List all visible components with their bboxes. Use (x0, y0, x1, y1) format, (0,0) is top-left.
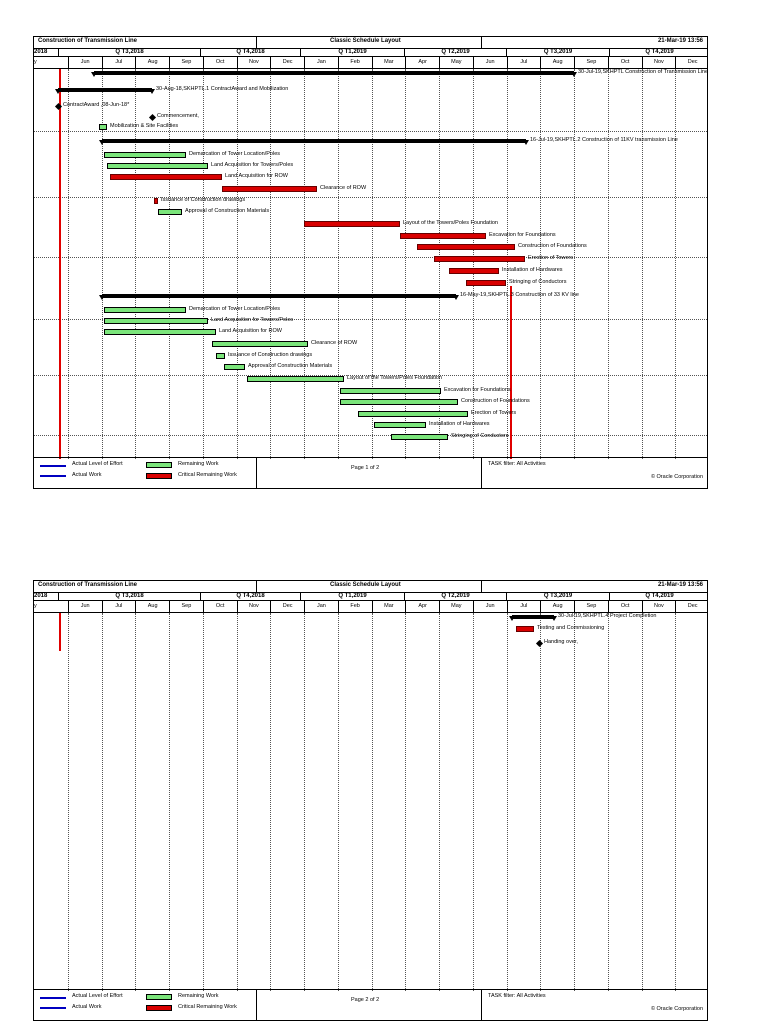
legend-critical-label: Critical Remaining Work (178, 472, 237, 478)
legend-remaining-label: Remaining Work (178, 461, 219, 467)
activity-label: Approval of Construction Materials (185, 208, 270, 214)
activity-label: Installation of Hardwares (502, 267, 563, 273)
page-footer (34, 989, 707, 1020)
quarter-row (34, 592, 707, 601)
legend-critical-swatch (146, 473, 172, 479)
month-label: Nov (642, 601, 676, 612)
activity-bar[interactable] (158, 209, 182, 215)
month-label: Sep (169, 601, 203, 612)
month-label: Jul (102, 601, 136, 612)
month-label: Nov (642, 57, 676, 68)
month-gridline (304, 69, 305, 459)
month-gridline (270, 69, 271, 459)
summary-end-triangle-icon (453, 295, 459, 300)
milestone-diamond-icon[interactable] (536, 640, 543, 647)
summary-end-triangle-icon (551, 616, 557, 621)
schedule-page-1 (33, 36, 708, 489)
critical-activity-bar[interactable] (110, 174, 222, 180)
activity-label: Land Acquisition for ROW (225, 173, 288, 179)
month-gridline (372, 613, 373, 991)
quarter-label: Q T3,2018 (58, 592, 200, 600)
month-gridline (675, 613, 676, 991)
activity-bar[interactable] (104, 329, 216, 335)
month-gridline (338, 613, 339, 991)
month-label: Oct (203, 57, 237, 68)
activity-label: Construction of Foundations (461, 398, 530, 404)
month-gridline (642, 613, 643, 991)
quarter-label: Q T2,2019 (404, 592, 506, 600)
month-gridline (237, 69, 238, 459)
gantt-body (34, 613, 707, 991)
section-gridline (34, 435, 707, 436)
critical-activity-bar[interactable] (466, 280, 506, 286)
activity-label: Land Acquisition for ROW (219, 328, 282, 334)
month-gridline (203, 69, 204, 459)
page-number: Page 1 of 2 (351, 465, 380, 471)
legend-loe-label: Actual Level of Effort (72, 993, 123, 999)
section-gridline (34, 197, 707, 198)
month-gridline (169, 613, 170, 991)
wbs-summary-bar[interactable] (512, 615, 554, 619)
critical-activity-bar[interactable] (516, 626, 534, 632)
summary-end-triangle-icon (523, 140, 529, 145)
copyright-label: © Oracle Corporation (650, 474, 703, 480)
month-gridline (135, 613, 136, 991)
wbs-summary-bar[interactable] (58, 88, 152, 92)
summary-end-triangle-icon (571, 72, 577, 77)
activity-label: ContractAward ,08-Jun-18* (63, 102, 130, 108)
month-label: Nov (237, 57, 271, 68)
activity-label: Stringing of Conductors (509, 279, 567, 285)
legend-actual-label: Actual Work (72, 472, 102, 478)
month-label: Dec (270, 601, 304, 612)
month-gridline (270, 613, 271, 991)
activity-bar[interactable] (104, 307, 186, 313)
activity-bar[interactable] (340, 399, 458, 405)
activity-label: Commencement, (157, 113, 199, 119)
copyright-label: © Oracle Corporation (650, 1006, 703, 1012)
month-label: Dec (675, 601, 709, 612)
activity-bar[interactable] (99, 124, 107, 130)
activity-label: 16-Jul-19,SKHPTL.2 Construction of 11KV transmission Line (530, 137, 678, 143)
month-label: Mar (372, 57, 406, 68)
activity-bar[interactable] (224, 364, 245, 370)
activity-label: Excavation for Foundations (444, 387, 511, 393)
month-gridline (338, 69, 339, 459)
task-filter-label: TASK filter: All Activities (488, 993, 546, 999)
quarter-row (34, 48, 707, 57)
activity-bar[interactable] (216, 353, 225, 359)
critical-path-line (59, 69, 61, 459)
month-gridline (675, 69, 676, 459)
activity-label: 30-Jul-19,SKHPTL Construction of Transmission Line (578, 69, 709, 75)
summary-end-triangle-icon (509, 616, 515, 621)
report-datetime: 21-Mar-19 13:56 (657, 38, 703, 44)
legend-loe-label: Actual Level of Effort (72, 461, 123, 467)
activity-label: Handing over, (544, 639, 578, 645)
summary-end-triangle-icon (99, 140, 105, 145)
activity-label: Clearance of ROW (311, 340, 358, 346)
month-label: Sep (574, 601, 608, 612)
legend-loe-swatch (40, 465, 66, 467)
activity-label: Stringing of Conductors (451, 433, 509, 439)
page-number: Page 2 of 2 (351, 997, 380, 1003)
month-label: Oct (608, 57, 642, 68)
quarter-label: Q T4,2019 (609, 592, 709, 600)
month-label: Jan (304, 57, 338, 68)
legend-loe-swatch (40, 997, 66, 999)
schedule-page-2 (33, 580, 708, 1021)
quarter-label: 2018 (34, 593, 48, 599)
month-gridline (102, 613, 103, 991)
month-label: Aug (135, 57, 169, 68)
month-label: Aug (135, 601, 169, 612)
month-gridline (608, 613, 609, 991)
activity-label: Excavation for Foundations (489, 232, 556, 238)
month-label: Mar (372, 601, 406, 612)
month-label: Sep (169, 57, 203, 68)
activity-bar[interactable] (104, 152, 186, 158)
project-title: Construction of Transmission Line (38, 38, 138, 44)
critical-activity-bar[interactable] (154, 198, 158, 204)
activity-bar[interactable] (374, 422, 426, 428)
month-label: Feb (338, 601, 372, 612)
month-label: y (34, 59, 37, 65)
wbs-summary-bar[interactable] (102, 294, 456, 298)
month-label: Jul (507, 57, 541, 68)
month-gridline (507, 613, 508, 991)
summary-end-triangle-icon (55, 89, 61, 94)
layout-name: Classic Schedule Layout (330, 582, 401, 588)
month-label: Dec (675, 57, 709, 68)
summary-end-triangle-icon (91, 72, 97, 77)
month-label: y (34, 603, 37, 609)
month-label: Jun (473, 57, 507, 68)
activity-label: Erection of Towers (471, 410, 517, 416)
activity-label: 30-Jul-19,SKHPTL.4 Project Completion (558, 613, 657, 619)
month-label: Oct (203, 601, 237, 612)
month-label: Apr (405, 57, 439, 68)
milestone-diamond-icon[interactable] (149, 114, 156, 121)
activity-bar[interactable] (358, 411, 468, 417)
month-label: Jan (304, 601, 338, 612)
month-gridline (439, 613, 440, 991)
month-gridline (540, 69, 541, 459)
activity-label: 30-Aug-18,SKHPTL.1 ContractAward and Mobilization (156, 86, 289, 92)
legend-remaining-swatch (146, 462, 172, 468)
month-label: Jul (102, 57, 136, 68)
activity-bar[interactable] (104, 318, 208, 324)
month-label: Jun (68, 57, 102, 68)
month-gridline (68, 69, 69, 459)
quarter-label: Q T3,2019 (506, 48, 609, 56)
page-footer (34, 457, 707, 488)
activity-label: Construction of Foundations (518, 243, 587, 249)
critical-activity-bar[interactable] (400, 233, 486, 239)
activity-label: Erection of Towers (528, 255, 574, 261)
activity-bar[interactable] (340, 388, 441, 394)
wbs-summary-bar[interactable] (102, 139, 526, 143)
critical-activity-bar[interactable] (449, 268, 499, 274)
critical-path-line (59, 613, 61, 651)
activity-label: Mobilization & Site Facilities (110, 123, 179, 129)
month-label: Apr (405, 601, 439, 612)
quarter-label: Q T3,2018 (58, 48, 200, 56)
month-gridline (304, 613, 305, 991)
activity-label: Clearance of ROW (320, 185, 367, 191)
month-gridline (642, 69, 643, 459)
month-label: Aug (540, 601, 574, 612)
activity-label: Installation of Hardwares (429, 421, 490, 427)
month-label: Dec (270, 57, 304, 68)
activity-label: Approval of Construction Materials (248, 363, 333, 369)
quarter-label: Q T4,2018 (200, 48, 300, 56)
month-label: Jun (473, 601, 507, 612)
quarter-label: Q T1,2019 (300, 592, 404, 600)
gantt-body (34, 69, 707, 459)
layout-name: Classic Schedule Layout (330, 38, 401, 44)
month-gridline (473, 613, 474, 991)
month-row (34, 601, 707, 613)
activity-label: Land Acquisition for Towers/Poles (211, 317, 294, 323)
month-gridline (203, 613, 204, 991)
month-label: Nov (237, 601, 271, 612)
month-gridline (574, 613, 575, 991)
activity-bar[interactable] (247, 376, 344, 382)
quarter-label: Q T3,2019 (506, 592, 609, 600)
wbs-summary-bar[interactable] (94, 71, 574, 75)
month-gridline (540, 613, 541, 991)
month-gridline (68, 613, 69, 991)
month-label: May (439, 601, 473, 612)
summary-end-triangle-icon (99, 295, 105, 300)
summary-end-triangle-icon (149, 89, 155, 94)
activity-label: 16-May-19,SKHPTL.3 Construction of 33 KV line (460, 292, 579, 298)
critical-activity-bar[interactable] (434, 256, 525, 262)
month-label: Jun (68, 601, 102, 612)
section-gridline (34, 131, 707, 132)
activity-label: Issuance of Construction drawings (161, 197, 246, 203)
month-label: May (439, 57, 473, 68)
critical-activity-bar[interactable] (304, 221, 400, 227)
legend-actual-swatch (40, 475, 66, 477)
legend-critical-swatch (146, 1005, 172, 1011)
month-label: Feb (338, 57, 372, 68)
activity-label: Issuance of Construction drawings (228, 352, 313, 358)
project-title: Construction of Transmission Line (38, 582, 138, 588)
legend-actual-swatch (40, 1007, 66, 1009)
report-datetime: 21-Mar-19 13:56 (657, 582, 703, 588)
month-gridline (574, 69, 575, 459)
activity-label: Layout of the Towers/Poles Foundation (347, 375, 442, 381)
critical-activity-bar[interactable] (222, 186, 317, 192)
month-gridline (237, 613, 238, 991)
month-row (34, 57, 707, 69)
quarter-label: 2018 (34, 49, 48, 55)
task-filter-label: TASK filter: All Activities (488, 461, 546, 467)
activity-label: Demarcation of Tower Location/Poles (189, 306, 281, 312)
critical-path-line (510, 286, 512, 459)
critical-activity-bar[interactable] (417, 244, 515, 250)
month-label: Jul (507, 601, 541, 612)
legend-remaining-label: Remaining Work (178, 993, 219, 999)
month-label: Aug (540, 57, 574, 68)
month-label: Oct (608, 601, 642, 612)
legend-remaining-swatch (146, 994, 172, 1000)
activity-label: Layout of the Towers/Poles Foundation (403, 220, 498, 226)
month-label: Sep (574, 57, 608, 68)
quarter-label: Q T2,2019 (404, 48, 506, 56)
month-gridline (608, 69, 609, 459)
quarter-label: Q T1,2019 (300, 48, 404, 56)
activity-label: Land Acquisition for Towers/Poles (211, 162, 294, 168)
activity-label: Demarcation of Tower Location/Poles (189, 151, 281, 157)
activity-bar[interactable] (107, 163, 208, 169)
activity-bar[interactable] (212, 341, 308, 347)
month-gridline (405, 613, 406, 991)
activity-bar[interactable] (391, 434, 448, 440)
legend-critical-label: Critical Remaining Work (178, 1004, 237, 1010)
quarter-label: Q T4,2018 (200, 592, 300, 600)
quarter-label: Q T4,2019 (609, 48, 709, 56)
activity-label: Testing and Commissioning (537, 625, 605, 631)
section-gridline (34, 257, 707, 258)
legend-actual-label: Actual Work (72, 1004, 102, 1010)
